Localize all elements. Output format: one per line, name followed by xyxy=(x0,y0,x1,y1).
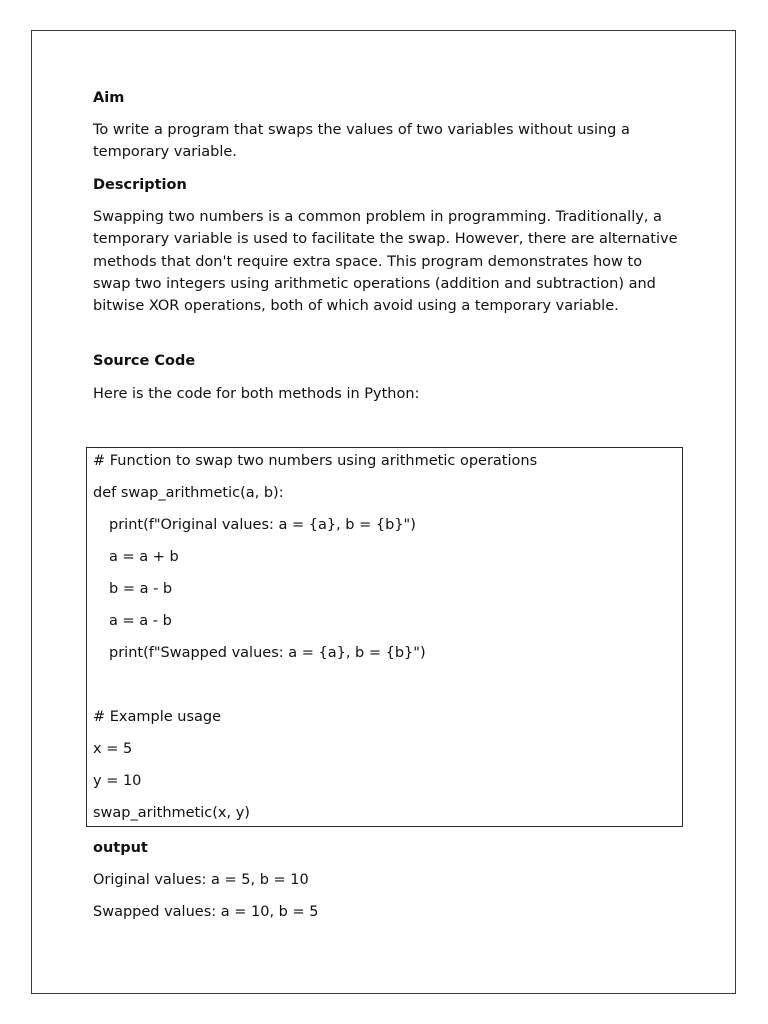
output-heading: output xyxy=(93,840,148,856)
description-heading: Description xyxy=(93,177,187,193)
output-line: Swapped values: a = 10, b = 5 xyxy=(93,904,319,920)
code-line: b = a - b xyxy=(109,581,173,597)
code-line: a = a - b xyxy=(109,613,172,629)
code-line: a = a + b xyxy=(109,549,179,565)
code-line: # Function to swap two numbers using arithmetic operations xyxy=(93,453,538,469)
output-line: Original values: a = 5, b = 10 xyxy=(93,872,309,888)
source-code-intro: Here is the code for both methods in Python: xyxy=(93,386,420,402)
code-line: # Example usage xyxy=(93,709,222,725)
code-line: y = 10 xyxy=(93,773,142,789)
code-line: print(f"Original values: a = {a}, b = {b}") xyxy=(109,517,416,533)
description-text: Swapping two numbers is a common problem in programming. Traditionally, a temporary variable is used to facilitate the swap. However, there are alternative methods that don't require extra space. This program demonstrates how to swap two integers using arithmetic operations (addition and subtraction) and bitwise XOR operations, both of which avoid using a temporary variable. xyxy=(93,209,678,315)
code-line: swap_arithmetic(x, y) xyxy=(93,805,250,821)
aim-text: To write a program that swaps the values of two variables without using a temporary variable. xyxy=(93,122,630,161)
code-line: def swap_arithmetic(a, b): xyxy=(93,485,284,501)
code-block xyxy=(86,447,683,827)
source-code-heading: Source Code xyxy=(93,353,196,369)
code-line: print(f"Swapped values: a = {a}, b = {b}") xyxy=(109,645,426,661)
aim-heading: Aim xyxy=(93,90,125,106)
code-line: x = 5 xyxy=(93,741,133,757)
